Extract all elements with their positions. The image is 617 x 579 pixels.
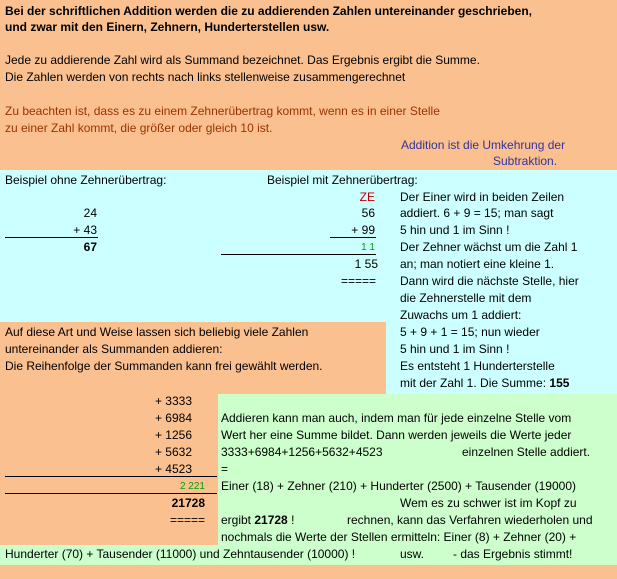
carry-explanation-line: Dann wird die nächste Stelle, hier bbox=[400, 274, 579, 288]
example-carry-addend-1: 56 bbox=[361, 206, 375, 220]
example-simple-sum-line bbox=[5, 237, 98, 238]
intro-line-3: Jede zu addierende Zahl wird als Summand bezeichnet. Das Ergebnis ergibt die Summe. bbox=[5, 53, 480, 67]
example-simple-sum: 67 bbox=[83, 240, 97, 254]
place-value-line-2: Wert her eine Summe bildet. Dann werden jeweils die Werte jeder bbox=[221, 428, 572, 442]
example-simple-addend-1: 24 bbox=[83, 206, 97, 220]
place-value-equals: = bbox=[221, 462, 229, 476]
multi-summand: + 4523 bbox=[154, 462, 192, 476]
example-carry-end-mark: ===== bbox=[340, 274, 376, 288]
example-carry-addend-line bbox=[330, 237, 376, 238]
inverse-note-line-1: Addition ist die Umkehrung der bbox=[401, 138, 566, 152]
place-value-conclusion: - das Ergebnis stimmt! bbox=[453, 547, 573, 561]
place-value-line-3-end: einzelnen Stelle addiert. bbox=[462, 445, 591, 459]
example-simple-heading: Beispiel ohne Zehnerübertrag: bbox=[5, 173, 167, 187]
carry-explanation-line: Der Einer wird in beiden Zeilen bbox=[400, 190, 565, 204]
summands-text-line-3: Die Reihenfolge der Summanden kann frei gewählt werden. bbox=[5, 359, 323, 373]
example-simple-addend-2: + 43 bbox=[73, 223, 97, 237]
intro-bold-line-1: Bei der schriftlichen Addition werden die zu addierenden Zahlen untereinander geschrieben, bbox=[5, 4, 532, 18]
summands-text-line-1: Auf diese Art und Weise lassen sich beliebig viele Zahlen bbox=[5, 325, 309, 339]
carry-explanation-line: Es entsteht 1 Hunderterstelle bbox=[400, 359, 555, 373]
place-value-usw: usw. bbox=[400, 547, 425, 561]
example-carry-carry-digits: 1 1 bbox=[361, 242, 375, 253]
ze-label: ZE bbox=[359, 190, 375, 204]
example-carry-heading: Beispiel mit Zehnerübertrag: bbox=[267, 173, 418, 187]
carry-explanation-result: 155 bbox=[549, 376, 570, 390]
place-value-line-1: Addieren kann man auch, indem man für jede einzelne Stelle vom bbox=[221, 411, 572, 425]
carry-explanation-last-line bbox=[400, 375, 569, 391]
multi-carry-digits: 2 221 bbox=[179, 481, 205, 492]
example-carry-sum-line bbox=[221, 254, 376, 255]
multi-summand: + 3333 bbox=[154, 394, 192, 408]
carry-explanation-prefix: mit der Zahl 1. Die Summe: bbox=[400, 376, 550, 390]
carry-explanation-line: die Zehnerstelle mit dem bbox=[400, 291, 532, 305]
multi-sum-line bbox=[5, 493, 217, 494]
place-value-line-7: rechnen, kann das Verfahren wiederholen und bbox=[347, 513, 593, 527]
place-value-result bbox=[221, 512, 294, 528]
multi-sum: 21728 bbox=[171, 496, 205, 510]
place-value-line-6: Wem es zu schwer ist im Kopf zu bbox=[400, 496, 577, 510]
multi-summand: + 1256 bbox=[154, 428, 192, 442]
place-value-summands-expression: 3333+6984+1256+5632+4523 bbox=[221, 445, 383, 459]
intro-line-4: Die Zahlen werden von rechts nach links stellenweise zusammengerechnet bbox=[5, 70, 406, 84]
place-value-result-suffix: ! bbox=[287, 513, 295, 527]
example-carry-addend-2: + 99 bbox=[351, 223, 375, 237]
carry-explanation-line: addiert. 6 + 9 = 15; man sagt bbox=[400, 206, 554, 220]
carry-explanation-line: 5 + 9 + 1 = 15; nun wieder bbox=[400, 325, 540, 339]
multi-summand: + 5632 bbox=[154, 445, 192, 459]
multi-summand: + 6984 bbox=[154, 411, 192, 425]
place-value-result-number: 21728 bbox=[254, 513, 288, 527]
carry-explanation-line: Zuwachs um 1 addiert: bbox=[400, 308, 522, 322]
multi-end-mark: ===== bbox=[169, 513, 205, 527]
carry-explanation-line: 5 hin und 1 im Sinn ! bbox=[400, 223, 510, 237]
carry-note-line-1: Zu beachten ist, dass es zu einem Zehnerübertrag kommt, wenn es in einer Stelle bbox=[5, 104, 440, 118]
inverse-note-line-2: Subtraktion. bbox=[493, 154, 558, 168]
place-value-breakdown: Einer (18) + Zehner (210) + Hunderter (2500) + Tausender (19000) bbox=[221, 479, 576, 493]
intro-bold-line-2: und zwar mit den Einern, Zehnern, Hunderterstellen usw. bbox=[5, 20, 330, 34]
summands-text-line-2: untereinander als Summanden addieren: bbox=[5, 342, 223, 356]
place-value-result-prefix: ergibt bbox=[221, 513, 255, 527]
carry-explanation-line: Der Zehner wächst um die Zahl 1 bbox=[400, 240, 578, 254]
carry-explanation-line: 5 hin und 1 im Sinn ! bbox=[400, 342, 510, 356]
multi-summand-line bbox=[5, 476, 217, 477]
example-carry-sum: 1 55 bbox=[354, 257, 378, 271]
place-value-line-9: Hunderter (70) + Tausender (11000) und Zehntausender (10000) ! bbox=[5, 547, 356, 561]
place-value-line-8: nochmals die Werte der Stellen ermitteln: Einer (8) + Zehner (20) + bbox=[221, 530, 577, 544]
carry-note-line-2: zu einer Zahl kommt, die größer oder gleich 10 ist. bbox=[5, 121, 273, 135]
carry-explanation-line: an; man notiert eine kleine 1. bbox=[400, 257, 555, 271]
